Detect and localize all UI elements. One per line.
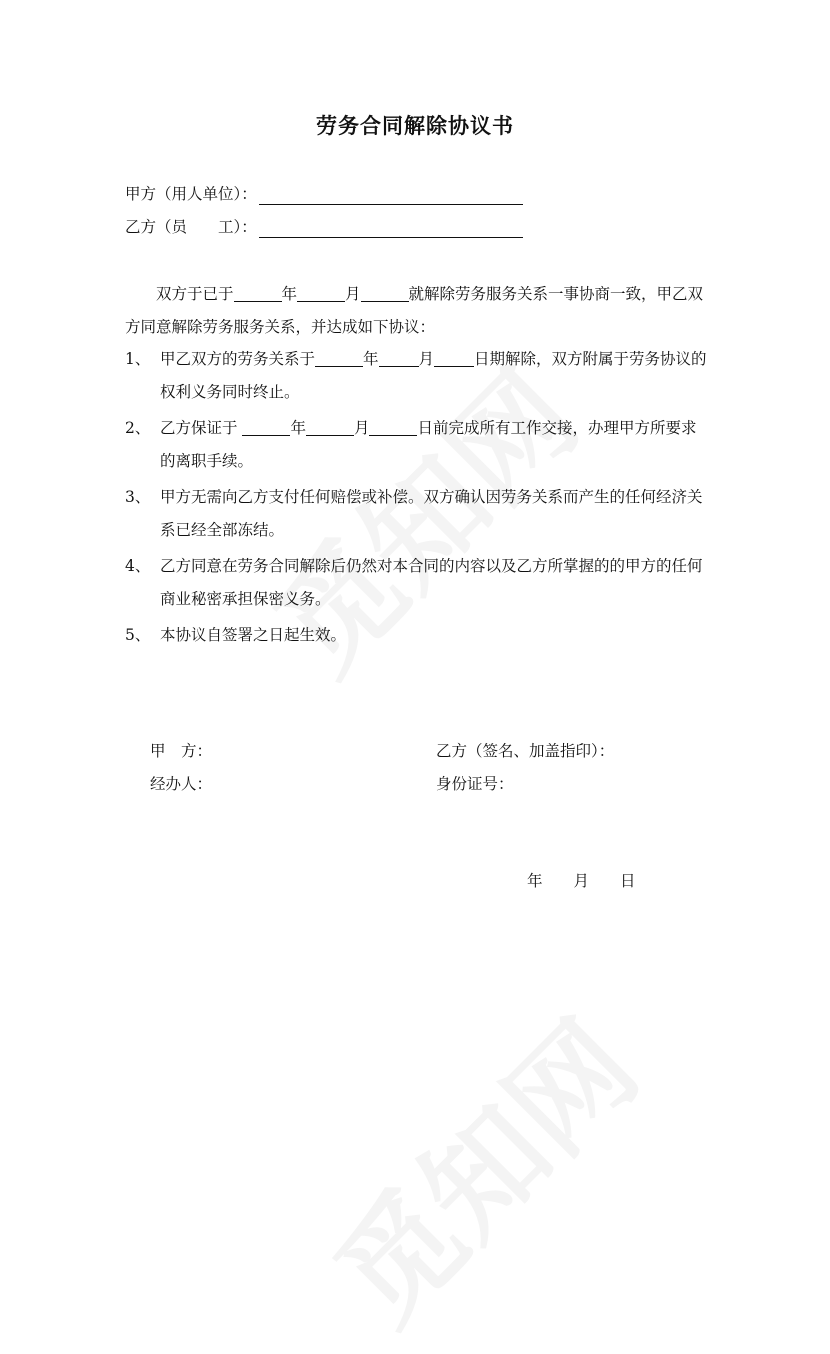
clause-3 — [125, 481, 710, 547]
clause-2-year-blank[interactable] — [242, 415, 290, 436]
intro-month-blank[interactable] — [297, 281, 345, 302]
clause-number: 2、 — [125, 419, 151, 437]
clause-2-suffix: 日前完成所有工作交接，办理甲方所要求的离职手续。 — [160, 419, 697, 470]
party-b-line — [125, 216, 523, 238]
party-a-blank[interactable] — [259, 184, 523, 205]
clause-2-month-label: 月 — [353, 419, 370, 437]
clause-4 — [125, 550, 710, 616]
clause-list — [125, 343, 710, 655]
party-a-signature-label: 甲 方： — [150, 742, 213, 760]
handler-signature-label: 经办人： — [150, 775, 213, 793]
party-a-label: 甲方（用人单位）： — [125, 185, 257, 203]
signing-date: 年 月 日 — [527, 872, 636, 890]
intro-paragraph — [125, 278, 710, 344]
clause-2-month-blank[interactable] — [306, 415, 354, 436]
clause-3-text: 甲方无需向乙方支付任何赔偿或补偿。双方确认因劳务关系而产生的任何经济关系已经全部冻结。 — [160, 488, 703, 539]
clause-number: 3、 — [125, 488, 151, 506]
clause-5 — [125, 619, 710, 652]
clause-2 — [125, 412, 710, 478]
intro-month-label: 月 — [345, 285, 361, 303]
document-title: 劳务合同解除协议书 — [316, 114, 514, 138]
clause-1-year-label: 年 — [363, 350, 379, 368]
clause-1-year-blank[interactable] — [315, 346, 363, 367]
clause-number: 4、 — [125, 557, 151, 575]
clause-number: 1、 — [125, 350, 151, 368]
party-b-signature-label: 乙方（签名、加盖指印）： — [436, 742, 615, 760]
clause-1-prefix: 甲乙双方的劳务关系于 — [160, 350, 316, 368]
intro-day-blank[interactable] — [361, 281, 409, 302]
party-b-blank[interactable] — [259, 217, 523, 238]
clause-1-month-label: 月 — [418, 350, 435, 368]
intro-year-blank[interactable] — [234, 281, 282, 302]
party-a-line — [125, 183, 523, 205]
clause-4-text: 乙方同意在劳务合同解除后仍然对本合同的内容以及乙方所掌握的的甲方的任何商业秘密承担保密义务。 — [160, 557, 703, 608]
clause-2-day-blank[interactable] — [369, 415, 417, 436]
intro-suffix: 就解除劳务服务关系一事协商一致，甲乙双方同意解除劳务服务关系，并达成如下协议： — [125, 285, 704, 336]
clause-5-text: 本协议自签署之日起生效。 — [160, 626, 347, 644]
id-number-label: 身份证号： — [436, 775, 514, 793]
party-b-label: 乙方（员 工）： — [125, 218, 257, 236]
clause-1 — [125, 343, 710, 409]
watermark-bottom — [292, 978, 668, 1354]
clause-1-month-blank[interactable] — [379, 346, 419, 367]
clause-number: 5、 — [125, 626, 151, 644]
clause-1-suffix: 日期解除，双方附属于劳务协议的权利义务同时终止。 — [160, 350, 707, 401]
intro-year-label: 年 — [281, 285, 298, 303]
intro-prefix: 双方于已于 — [156, 285, 234, 303]
clause-2-year-label: 年 — [290, 419, 306, 437]
clause-1-day-blank[interactable] — [434, 346, 474, 367]
clause-2-prefix: 乙方保证于 — [160, 419, 243, 437]
